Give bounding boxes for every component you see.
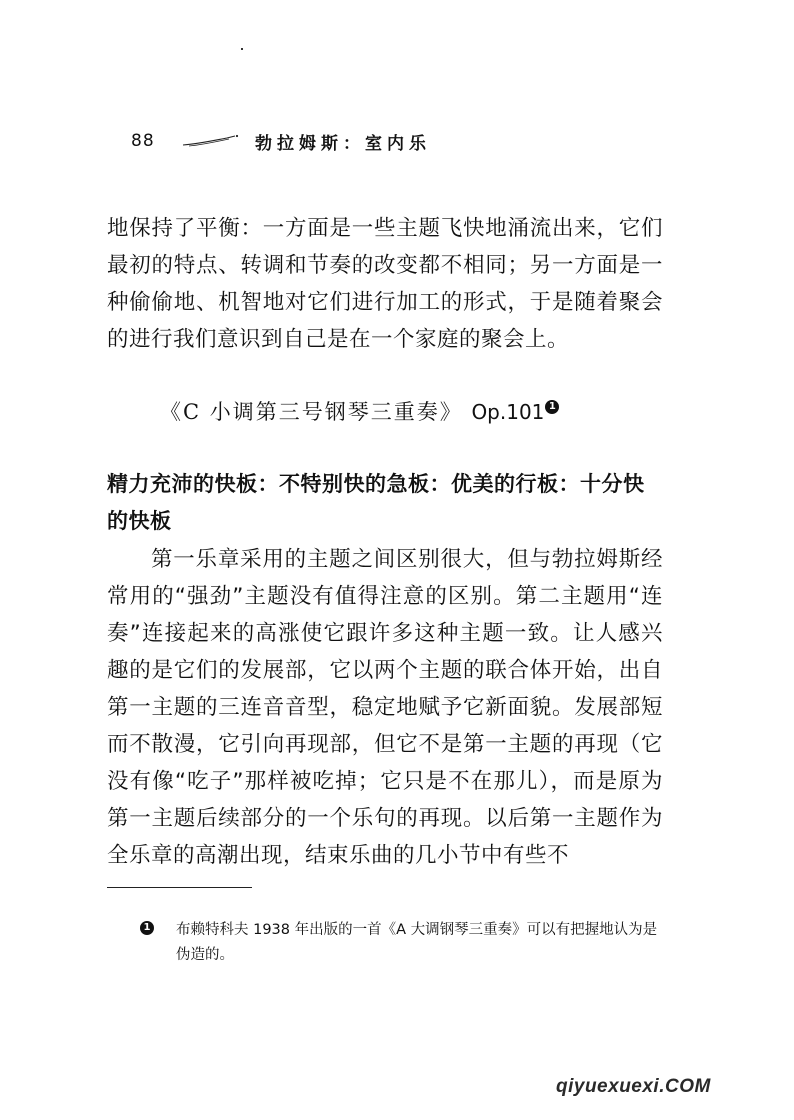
- section-title-text: 《C 小调第三号钢琴三重奏》: [160, 400, 463, 424]
- watermark: qiyuexuexi.COM: [556, 1076, 711, 1097]
- footnote-text: 布赖特科夫 1938 年出版的一首《A 大调钢琴三重奏》可以有把握地认为是伪造的。: [176, 922, 658, 963]
- scan-speck: [241, 48, 243, 50]
- footnote-number: 1: [140, 921, 154, 935]
- running-title: 勃拉姆斯：室内乐: [255, 133, 431, 154]
- page-number: 88: [131, 131, 155, 151]
- footnote-marker: 1: [545, 400, 559, 414]
- body-paragraph: 第一乐章采用的主题之间区别很大，但与勃拉姆斯经常用的“强劲”主题没有值得注意的区别。第二主题用“连奏”连接起来的高涨使它跟许多这种主题一致。让人感兴趣的是它们的发展部，它以两个主题的联合体开始，出自第一主题的三连音音型，稳定地赋予它新面貌。发展部短而不散漫，它引向再现部，但它不是第一主题的再现（它没有像“吃子”那样被吃掉；它只是不在那儿），而是原为第一主题后续部分的一个乐句的再现。以后第一主题作为全乐章的高潮出现，结束乐曲的几小节中有些不: [107, 547, 663, 868]
- footnote: [140, 918, 665, 968]
- tempo-markings: 精力充沛的快板：不特别快的急板：优美的行板：十分快的快板: [107, 472, 645, 533]
- opus-number: Op.101: [471, 400, 545, 424]
- section-title: [160, 396, 680, 426]
- footnote-divider: [107, 887, 252, 888]
- page-header: [131, 127, 431, 155]
- body-paragraph: 地保持了平衡：一方面是一些主题飞快地涌流出来，它们最初的特点、转调和节奏的改变都不相同；另一方面是一种偷偷地、机智地对它们进行加工的形式，于是随着聚会的进行我们意识到自己是在一个家庭的聚会上。: [107, 216, 663, 352]
- flourish-ornament-icon: [181, 134, 241, 148]
